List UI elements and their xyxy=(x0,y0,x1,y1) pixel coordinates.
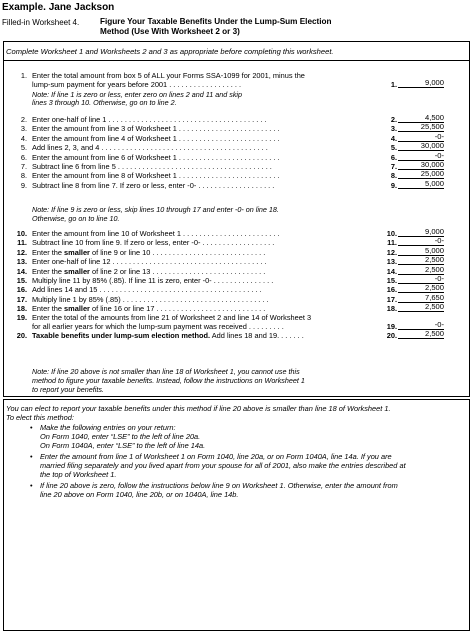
line-number: 4. xyxy=(20,133,27,143)
line-text-content: Add lines 2, 3, and 4 . . . . . . . . . . . . . . . . . . . . . . . . . . . . . . . . . . . . . . . . . xyxy=(32,143,268,153)
line-ref-number: 5. xyxy=(390,143,397,153)
line-text-post: of line 16 or line 17 . . . . . . . . . . . . . . . . . . . . . . . . . . . xyxy=(89,304,266,314)
line-text-bold: smaller xyxy=(64,266,90,276)
line-text xyxy=(32,313,311,322)
line-number: 10. xyxy=(16,229,27,238)
line-number: 6. xyxy=(20,152,27,162)
line-text-content: Multiply line 11 by 85% (.85). If line 11 is zero, enter -0- . . . . . . . . . . . . . . . xyxy=(32,276,274,285)
line-value: -0- xyxy=(398,236,444,246)
worksheet-heading-line-1: Figure Your Taxable Benefits Under the Lump-Sum Election xyxy=(100,17,332,26)
line-text xyxy=(32,295,269,304)
line-number: 20. xyxy=(16,331,27,340)
note-line-20-a: Note: If line 20 above is not smaller than line 18 of Worksheet 1, you cannot use this xyxy=(32,367,300,376)
line-text xyxy=(32,229,280,238)
line-text-content: Enter the amount from line 6 of Worksheet 1 . . . . . . . . . . . . . . . . . . . . . . . . . xyxy=(32,152,280,162)
note-line-1-b: lines 3 through 10. Otherwise, go on to line 2. xyxy=(32,98,177,107)
line-number: 11. xyxy=(17,238,27,248)
bullet-1-line-2: On Form 1040, enter “LSE” to the left of line 20a. xyxy=(40,432,201,441)
line-text-content: Subtract line 8 from line 7. If zero or less, enter -0- . . . . . . . . . . . . . . . . . . . xyxy=(32,180,275,190)
line-value: 4,500 xyxy=(398,113,444,123)
line-text-content: Enter the amount from line 10 of Worksheet 1 . . . . . . . . . . . . . . . . . . . . . . . . xyxy=(32,229,280,238)
line-number: 14. xyxy=(16,266,27,276)
line-number: 12. xyxy=(16,247,27,257)
line-text-content: Subtract line 10 from line 9. If zero or less, enter -0- . . . . . . . . . . . . . . . . . . xyxy=(32,238,275,248)
bullet-marker-2: • xyxy=(30,452,33,461)
line-ref-number: 12. xyxy=(386,247,397,257)
line-value: 9,000 xyxy=(398,78,444,88)
note-line-9-b: Otherwise, go on to line 10. xyxy=(32,214,120,223)
line-text xyxy=(32,153,280,162)
line-number: 16. xyxy=(16,285,27,295)
line-value: 5,000 xyxy=(398,179,444,189)
line-ref-number: 18. xyxy=(386,304,397,314)
line-value: 30,000 xyxy=(398,141,444,151)
line-number: 13. xyxy=(16,257,27,267)
line-text xyxy=(32,124,280,133)
line-text xyxy=(32,71,305,80)
line-ref-number: 6. xyxy=(390,152,397,162)
line-text-continued: for all earlier years for which the lump-sum payment was received . . . . . . . . . xyxy=(32,322,284,331)
line-ref-number: 16. xyxy=(386,285,397,295)
line-number: 19. xyxy=(16,313,27,322)
line-text xyxy=(32,331,304,340)
line-ref-number: 9. xyxy=(390,180,397,190)
bullet-3-line-1: If line 20 above is zero, follow the instructions below line 9 on Worksheet 1. Otherwise, enter the amount from xyxy=(40,481,398,490)
line-text xyxy=(32,248,265,257)
line-text-content: Enter the amount from line 8 of Worksheet 1 . . . . . . . . . . . . . . . . . . . . . . . . . xyxy=(32,171,280,181)
bullet-marker-1: • xyxy=(30,423,33,432)
line-number: 7. xyxy=(20,162,27,171)
line-text-pre: Enter the xyxy=(32,304,65,314)
worksheet-label: Filled-in Worksheet 4. xyxy=(2,18,80,27)
line-text xyxy=(32,134,280,143)
line-number: 15. xyxy=(16,276,27,285)
line-text xyxy=(32,171,280,180)
line-ref-number: 13. xyxy=(386,257,397,267)
bullet-marker-3: • xyxy=(30,481,33,490)
line-value: 2,500 xyxy=(398,283,444,293)
line-value: 25,500 xyxy=(398,122,444,132)
line-ref-number: 10. xyxy=(386,229,397,238)
line-value: -0- xyxy=(398,132,444,142)
line-value: 25,000 xyxy=(398,169,444,179)
note-line-20-c: to report your benefits. xyxy=(32,385,104,394)
line-ref-number: 4. xyxy=(390,133,397,143)
line-number: 2. xyxy=(20,115,27,124)
line-number: 3. xyxy=(20,124,27,134)
worksheet-heading-line-2: Method (Use With Worksheet 2 or 3) xyxy=(100,27,240,36)
line-ref-number: 3. xyxy=(390,124,397,134)
line-text-content: Enter the amount from line 4 of Worksheet 1 . . . . . . . . . . . . . . . . . . . . . . . . . xyxy=(32,133,280,143)
line-text-content: Subtract line 6 from line 5 . . . . . . . . . . . . . . . . . . . . . . . . . . . . . . . . . . . . . . xyxy=(32,162,272,171)
line-text-continued: lump-sum payment for years before 2001 . . . . . . . . . . . . . . . . . . xyxy=(32,80,242,89)
line-text-post: of line 9 or line 10 . . . . . . . . . . . . . . . . . . . . . . . . . . . . xyxy=(89,247,266,257)
line-text-bold: smaller xyxy=(64,247,90,257)
line-ref-number: 8. xyxy=(390,171,397,181)
line-text xyxy=(32,238,274,247)
bullet-1-line-1: Make the following entries on your return: xyxy=(40,423,176,432)
line-ref-number: 17. xyxy=(386,294,397,304)
line-text-post: of line 2 or line 13 . . . . . . . . . . . . . . . . . . . . . . . . . . . . xyxy=(89,266,266,276)
bullet-3-line-2: line 20 above on Form 1040, line 20b, or on 1040A, line 14b. xyxy=(40,490,239,499)
bullet-2-line-3: the top of Worksheet 1. xyxy=(40,470,117,479)
line-value: -0- xyxy=(398,274,444,284)
line-text xyxy=(32,181,274,190)
line-value: 2,500 xyxy=(398,302,444,312)
line-ref-number: 19. xyxy=(386,322,397,331)
line-text-content: Add lines 14 and 15 . . . . . . . . . . . . . . . . . . . . . . . . . . . . . . . . . . . . . . . . xyxy=(32,285,262,295)
line-text-content: Multiply line 1 by 85% (.85) . . . . . . . . . . . . . . . . . . . . . . . . . . . . . . . . . . . . xyxy=(32,294,269,304)
line-text-post: Add lines 18 and 19. . . . . . . xyxy=(210,331,304,340)
line-number: 17. xyxy=(16,294,27,304)
line-number: 9. xyxy=(20,180,27,190)
line-text-pre: Enter the xyxy=(32,266,65,276)
line-ref-number: 2. xyxy=(390,115,397,124)
example-title: Example. Jane Jackson xyxy=(2,2,115,13)
line-ref-number: 20. xyxy=(386,331,397,340)
line-ref-number: 15. xyxy=(386,276,397,285)
line-number: 1. xyxy=(20,71,27,80)
line-value: 7,650 xyxy=(398,293,444,303)
line-text xyxy=(32,115,267,124)
line-text-pre: Enter the xyxy=(32,247,65,257)
line-number: 8. xyxy=(20,171,27,181)
line-value: 5,000 xyxy=(398,246,444,256)
bullet-1-line-3: On Form 1040A, enter “LSE” to the left of line 14a. xyxy=(40,441,206,450)
note-line-9-a: Note: If line 9 is zero or less, skip lines 10 through 17 and enter -0- on line 18. xyxy=(32,205,279,214)
line-text-content: Enter one-half of line 12 . . . . . . . . . . . . . . . . . . . . . . . . . . . . . . . . . . . . . . xyxy=(32,257,267,267)
line-text-content: Enter one-half of line 1 . . . . . . . . . . . . . . . . . . . . . . . . . . . . . . . . . . . . . . . xyxy=(32,115,267,124)
line-ref-number: 11. xyxy=(387,238,397,248)
line-text xyxy=(32,304,265,313)
line-text xyxy=(32,143,268,152)
note-line-1-a: Note: If line 1 is zero or less, enter zero on lines 2 and 11 and skip xyxy=(32,90,243,99)
note-line-20-b: method to figure your taxable benefits. Instead, follow the instructions on Worksheet 1 xyxy=(32,376,305,385)
line-value: 9,000 xyxy=(398,227,444,237)
bullet-2-line-1: Enter the amount from line 1 of Worksheet 1 on Form 1040, line 20a, or on Form 1040A, line 14a. If you are xyxy=(40,452,392,461)
line-ref-number: 7. xyxy=(390,162,397,171)
election-intro: You can elect to report your taxable benefits under this method if line 20 above is smaller than line 18 of Worksheet 1. xyxy=(6,404,391,413)
line-text-bold: Taxable benefits under lump-sum election method. xyxy=(32,331,211,340)
line-value: -0- xyxy=(398,151,444,161)
line-ref-number: 1. xyxy=(390,80,397,89)
line-number: 5. xyxy=(20,143,27,153)
line-text xyxy=(32,267,265,276)
line-text-content: Enter the amount from line 3 of Worksheet 1 . . . . . . . . . . . . . . . . . . . . . . . . . xyxy=(32,124,280,134)
worksheet-heading xyxy=(100,17,332,37)
line-value: 30,000 xyxy=(398,160,444,170)
line-text-content: Enter the total of the amounts from line 21 of Worksheet 2 and line 14 of Worksheet 3 xyxy=(32,313,312,322)
line-text xyxy=(32,276,273,285)
line-text-bold: smaller xyxy=(64,304,90,314)
line-value: -0- xyxy=(398,320,444,330)
bullet-2-line-2: married filing separately and you lived apart from your spouse for all of 2001, also make the entries described at xyxy=(40,461,406,470)
line-value: 2,500 xyxy=(398,265,444,275)
line-text xyxy=(32,162,272,171)
line-text xyxy=(32,257,267,266)
line-text-content: Enter the total amount from box 5 of ALL your Forms SSA-1099 for 2001, minus the xyxy=(32,71,305,80)
worksheet-instruction: Complete Worksheet 1 and Worksheets 2 and 3 as appropriate before completing this worksheet. xyxy=(6,47,334,56)
line-number: 18. xyxy=(16,304,27,314)
line-value: 2,500 xyxy=(398,255,444,265)
line-value: 2,500 xyxy=(398,329,444,339)
line-ref-number: 14. xyxy=(386,266,397,276)
election-to-elect: To elect this method: xyxy=(6,413,74,422)
instruction-divider xyxy=(4,60,470,61)
line-text xyxy=(32,285,262,294)
